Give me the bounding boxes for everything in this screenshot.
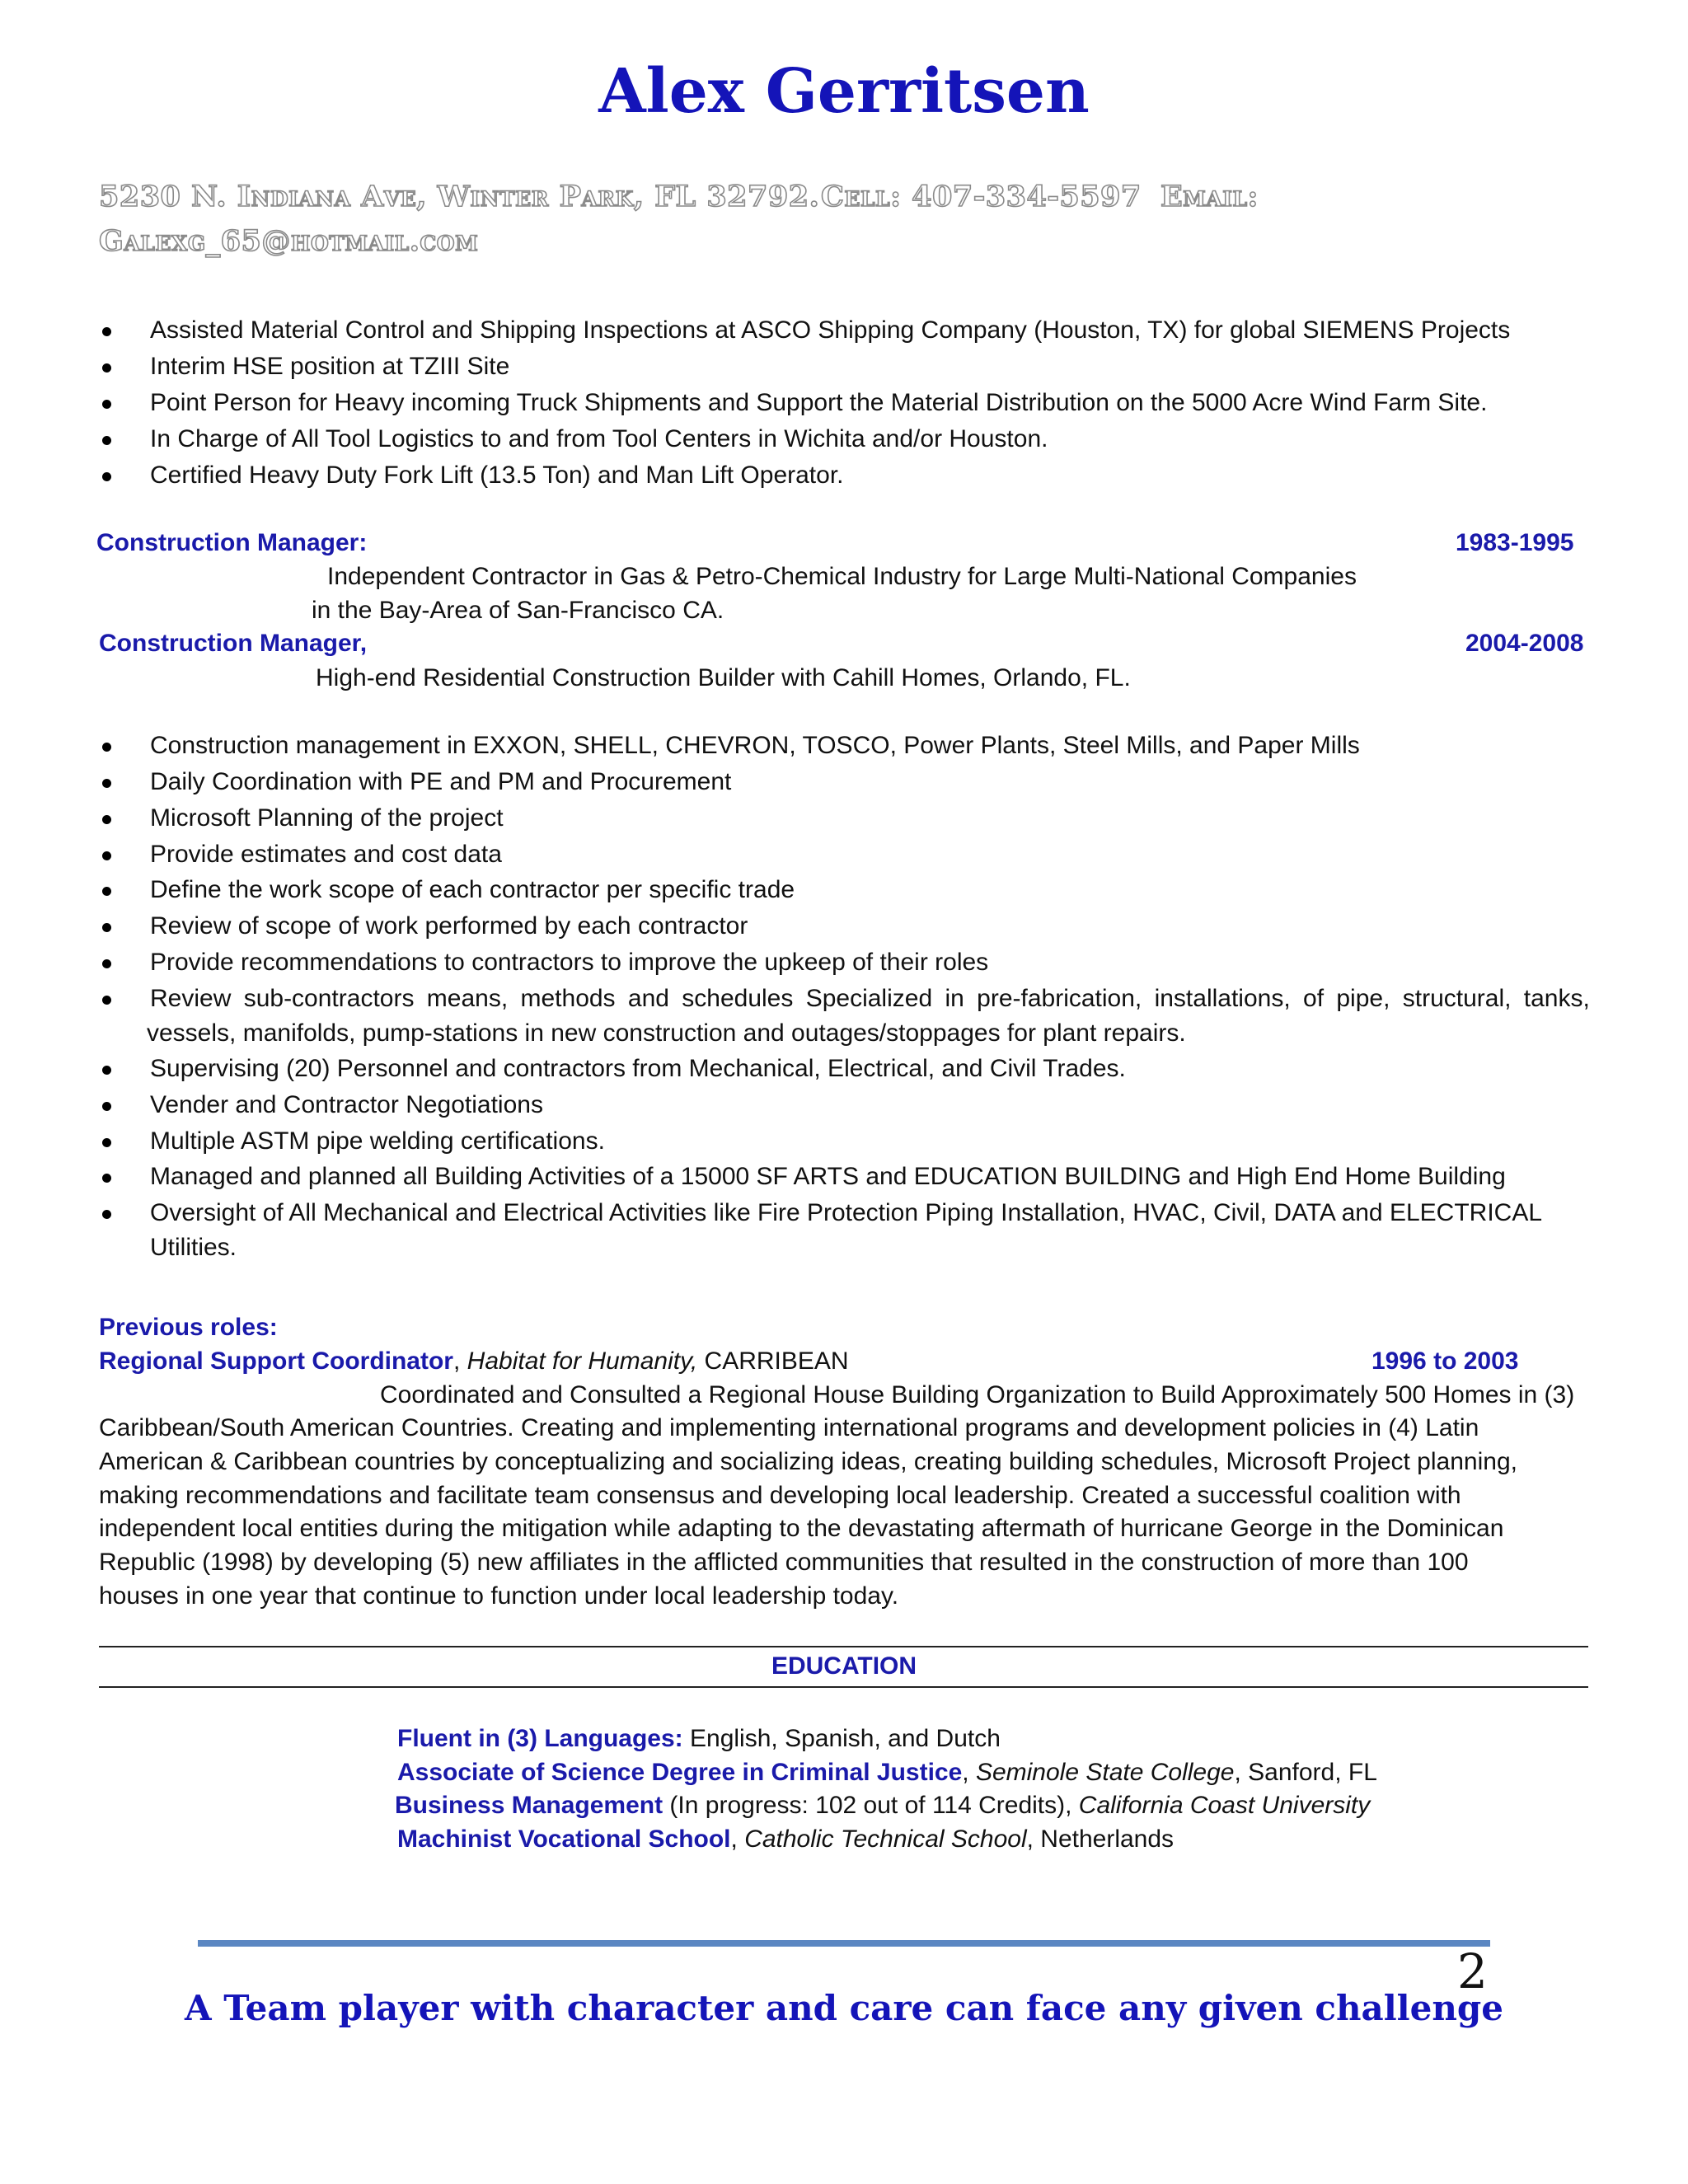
bullet-icon	[102, 815, 111, 824]
job-dates: 2004-2008	[1465, 630, 1584, 657]
bullet-icon	[102, 996, 111, 1005]
bullet-icon	[102, 363, 111, 373]
bullet-icon	[102, 1138, 111, 1147]
contact-address: 5230 N. Indiana Ave, Winter Park, FL 32792.	[99, 180, 820, 213]
bullet-icon	[102, 851, 111, 860]
bullet-icon	[102, 1102, 111, 1111]
bullet-icon	[102, 1210, 111, 1219]
paragraph-line: American & Caribbean countries by conceptualizing and socializing ideas, creating building schedules, Microsoft Project planning,	[99, 1448, 1517, 1475]
job-description: High-end Residential Construction Builder with Cahill Homes, Orlando, FL.	[316, 664, 1131, 691]
footer-motto: A Team player with character and care can face any given challenge	[185, 1988, 1503, 2028]
bullet-icon	[102, 400, 111, 409]
education-machinist: Machinist Vocational School, Catholic Technical School, Netherlands	[397, 1825, 1175, 1853]
contact-cell: Cell: 407-334-5597	[821, 180, 1142, 213]
role-region: CARRIBEAN	[697, 1347, 849, 1375]
education-languages: Fluent in (3) Languages: English, Spanish, and Dutch	[397, 1725, 1001, 1752]
paragraph-line: Republic (1998) by developing (5) new affiliates in the afflicted communities that resulted in the construction of more than 100	[99, 1549, 1469, 1576]
bullet-icon	[102, 1174, 111, 1183]
contact-email: Galexg_65@hotmail.com	[99, 224, 479, 258]
paragraph-line: independent local entities during the mitigation while adapting to the devastating aftermath of hurricane George in the Dominican	[99, 1515, 1504, 1542]
footer-bar	[198, 1940, 1490, 1947]
bullet-icon	[102, 887, 111, 896]
paragraph-line: Caribbean/South American Countries. Creating and implementing international programs and development policies in (4) Latin	[99, 1414, 1479, 1441]
bullet-icon	[102, 779, 111, 788]
bullet-icon	[102, 959, 111, 968]
bullet-icon	[102, 743, 111, 752]
section-heading-previous: Previous roles:	[99, 1314, 278, 1341]
role-title: Regional Support Coordinator	[99, 1347, 453, 1375]
job-title: Construction Manager:	[96, 529, 368, 556]
education-degree: Associate of Science Degree in Criminal Justice, Seminole State College, Sanford, FL	[397, 1759, 1377, 1786]
previous-role-line: Regional Support Coordinator, Habitat for Humanity, CARRIBEAN	[99, 1347, 849, 1375]
bullet-icon	[102, 923, 111, 932]
paragraph-line: Coordinated and Consulted a Regional House Building Organization to Build Approximately 500 Homes in (3)	[380, 1381, 1575, 1408]
job-dates: 1983-1995	[1456, 529, 1574, 556]
bullet-icon	[102, 1066, 111, 1075]
bullet-icon	[102, 327, 111, 336]
page-number: 2	[1457, 1943, 1488, 1999]
education-business: Business Management (In progress: 102 out of 114 Credits), California Coast University	[395, 1792, 1371, 1819]
role-dates: 1996 to 2003	[1372, 1347, 1519, 1375]
list-item-continuation: Utilities.	[150, 1234, 237, 1261]
section-heading-education: EDUCATION	[771, 1652, 917, 1680]
bullet-icon	[102, 472, 111, 481]
job-description: in the Bay-Area of San-Francisco CA.	[312, 597, 724, 624]
job-title: Construction Manager,	[99, 630, 368, 657]
list-item-continuation: vessels, manifolds, pump-stations in new construction and outages/stoppages for plant repairs.	[147, 1019, 1186, 1047]
divider-top	[99, 1646, 1588, 1647]
paragraph-line: houses in one year that continue to function under local leadership today.	[99, 1582, 899, 1610]
bullet-icon	[102, 436, 111, 445]
job-description: Independent Contractor in Gas & Petro-Chemical Industry for Large Multi-National Companies	[327, 563, 1357, 590]
divider-bottom	[99, 1686, 1588, 1688]
role-org: Habitat for Humanity,	[467, 1347, 698, 1375]
resume-name: Alex Gerritsen	[598, 56, 1090, 127]
paragraph-line: making recommendations and facilitate team consensus and developing local leadership. Created a successful coalition with	[99, 1482, 1461, 1509]
contact-email-label: Email:	[1160, 180, 1259, 213]
